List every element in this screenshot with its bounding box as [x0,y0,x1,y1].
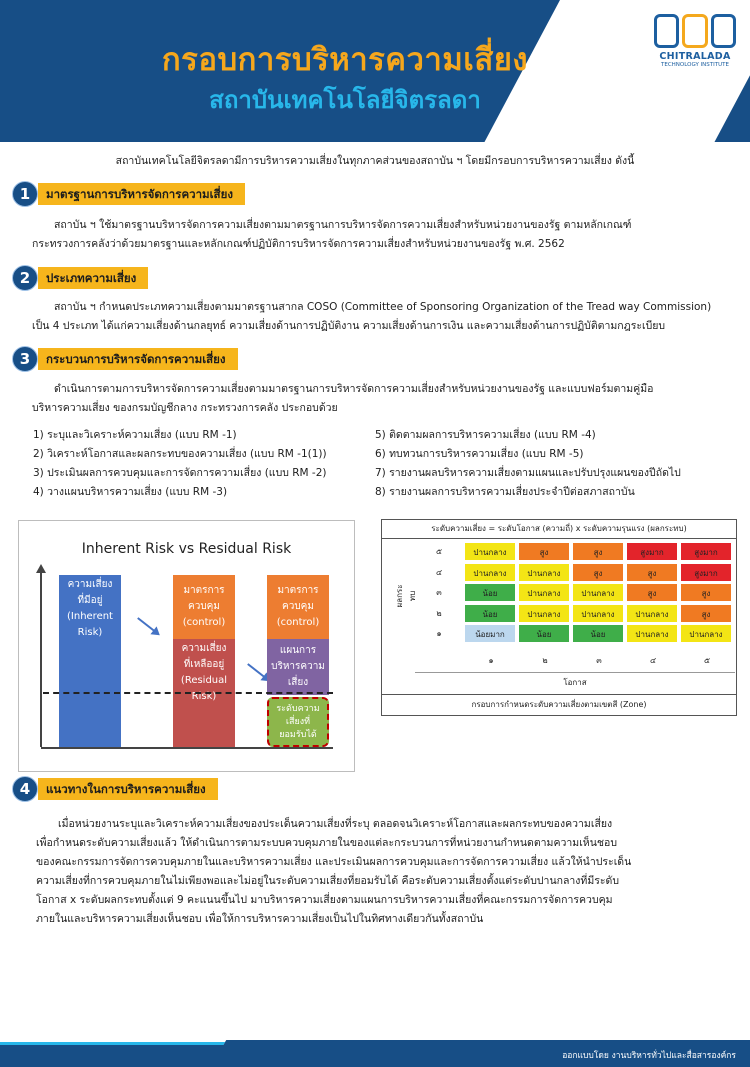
matrix-col-label: ๕ [703,656,711,665]
body-line: เป็น 4 ประเภท ได้แก่ความเสี่ยงด้านกลยุทธ์ ความเสี่ยงด้านการปฏิบัติงาน ความเสี่ยงด้านการเงิน และความเสี่ยงด้านการปฏิบัติตามกฎระเบียบ [32,320,666,332]
matrix-cell: ปานกลาง [464,542,516,561]
block-line: มาตรการ [183,585,225,596]
matrix-row-label: ๒ [436,608,442,618]
section-title: แนวทางในการบริหารความเสี่ยง [38,778,218,800]
block-line: Risk) [191,691,217,702]
x-axis [41,747,333,749]
section-2-body [32,298,728,336]
matrix-cell: สูง [572,542,624,561]
matrix-cell: ปานกลาง [626,604,678,623]
diagram-title: Inherent Risk vs Residual Risk [81,541,292,557]
matrix-col-label: ๒ [542,656,548,665]
block-line: ความเสี่ยง [181,643,227,654]
section-title: กระบวนการบริหารจัดการความเสี่ยง [38,348,238,370]
body-line: สถาบัน ฯ กำหนดประเภทความเสี่ยงตามมาตรฐานสากล COSO (Committee of Sponsoring Organization of the Tread way Commission) [54,301,712,313]
block-line: ที่มีอยู่ [77,595,103,606]
process-step: 1) ระบุและวิเคราะห์ความเสี่ยง (แบบ RM -1) [33,429,237,441]
matrix-cell: ปานกลาง [626,624,678,643]
body-line: สถาบัน ฯ ใช้มาตรฐานบริหารจัดการความเสี่ยงตามมาตรฐานการบริหารจัดการความเสี่ยงสำหรับหน่วยงานของรัฐ ตามหลักเกณฑ์ [54,219,632,231]
matrix-cell: น้อย [572,624,624,643]
body-line: กระทรวงการคลังว่าด้วยมาตรฐานและหลักเกณฑ์ปฏิบัติการบริหารจัดการความเสี่ยงสำหรับหน่วยงานของรัฐ พ.ศ. 2562 [32,238,565,250]
section-title: มาตรฐานการบริหารจัดการความเสี่ยง [38,183,245,205]
body-line: โอกาส x ระดับผลกระทบตั้งแต่ 9 คะแนนขึ้นไป มาบริหารความเสี่ยงตามแผนการบริหารความเสี่ยงที่คณะกรรมการจัดการควบคุม [36,894,613,906]
block-line: ระดับความ [276,703,320,714]
steps-right-column [375,426,681,502]
block-line: บริหารความ [271,661,325,672]
inherent-risk-block [59,575,121,747]
process-step: 8) รายงานผลการบริหารความเสี่ยงประจำปีต่อสภาสถาบัน [375,486,635,498]
body-line: ภายในและบริหารความเสี่ยงเห็นชอบ เพื่อให้การบริหารความเสี่ยงเป็นไปในทิศทางเดียวกันทั้งสถาบัน [36,913,484,925]
arrow-icon [247,663,269,681]
footer-credit: ออกแบบโดย งานบริหารทั่วไปและสื่อสารองค์กร [562,1051,736,1061]
section-title: ประเภทความเสี่ยง [38,267,148,289]
matrix-col-label: ๔ [649,656,657,665]
inherent-residual-diagram [18,520,355,772]
block-line: (Inherent [67,611,113,622]
risk-matrix [381,519,737,716]
section-1-body [32,216,728,254]
matrix-cell: ปานกลาง [572,583,624,602]
section-number: 3 [12,346,38,372]
matrix-y-label: ผลกระทบ [395,584,417,608]
matrix-cell: สูงมาก [680,542,732,561]
steps-left-column [33,426,327,502]
matrix-cell: ปานกลาง [572,604,624,623]
section-3-body [32,380,728,418]
header-banner [0,0,750,142]
matrix-cell: น้อย [464,604,516,623]
process-step: 4) วางแผนบริหารความเสี่ยง (แบบ RM -3) [33,486,228,498]
matrix-cell: สูง [680,604,732,623]
block-line: เสี่ยงที่ [285,716,311,727]
matrix-cell: สูง [626,583,678,602]
process-step: 2) วิเคราะห์โอกาสและผลกระทบของความเสี่ยง (แบบ RM -1(1)) [33,448,327,460]
matrix-cell: ปานกลาง [518,604,570,623]
footer-bar [0,1040,750,1067]
control-block-1 [173,575,235,639]
page-title: กรอบการบริหารความเสี่ยง [161,42,529,78]
section-number: 4 [12,776,38,802]
body-line: เพื่อกำหนดระดับความเสี่ยงแล้ว ให้ดำเนินการตามระบบควบคุมภายในของแต่ละกระบวนการที่หน่วยงานกำหนดตามความเห็นชอบ [36,837,617,849]
matrix-col-label: ๓ [596,656,602,665]
block-line: ความเสี่ยง [67,579,113,590]
y-axis [40,571,42,747]
logo-mark-icon [654,14,736,48]
body-line: บริหารความเสี่ยง ของกรมบัญชีกลาง กระทรวงการคลัง ประกอบด้วย [32,402,338,414]
process-step: 3) ประเมินผลการควบคุมและการจัดการความเสี่ยง (แบบ RM -2) [33,467,327,479]
block-line: ยอมรับได้ [279,729,317,740]
block-line: (control) [276,617,320,628]
logo-name: CHITRALADA [659,51,731,62]
matrix-row-label: ๑ [436,629,442,639]
control-block-2 [267,575,329,639]
body-line: เมื่อหน่วยงานระบุและวิเคราะห์ความเสี่ยงของประเด็นความเสี่ยงที่ระบุ ตลอดจนวิเคราะห์โอกาสและผลกระทบของความเสี่ยง [58,818,613,830]
block-line: ที่เหลืออยู่ [183,659,225,670]
block-line: มาตรการ [277,585,319,596]
intro-text: สถาบันเทคโนโลยีจิตรลดามีการบริหารความเสี่ยงในทุกภาคส่วนของสถาบัน ฯ โดยมีกรอบการบริหารความเสี่ยง ดังนี้ [115,155,635,167]
page-subtitle: สถาบันเทคโนโลยีจิตรลดา [209,86,481,114]
body-line: ของคณะกรรมการจัดการควบคุมภายในและบริหารความเสี่ยง และประเมินผลการควบคุมและการจัดการความเสี่ยง แล้วให้นำประเด็น [36,856,632,868]
matrix-title: ระดับความเสี่ยง = ระดับโอกาส (ความถี่) x ระดับความรุนแรง (ผลกระทบ) [382,520,736,539]
matrix-cell: ปานกลาง [518,563,570,582]
risk-plan-block [267,639,329,695]
process-step: 6) ทบทวนการบริหารความเสี่ยง (แบบ RM -5) [375,448,584,460]
block-line: (Residual [180,675,228,686]
matrix-cell: ปานกลาง [680,624,732,643]
matrix-cell: ปานกลาง [518,583,570,602]
body-line: ความเสี่ยงที่การควบคุมภายในไม่เพียงพอและไม่อยู่ในระดับความเสี่ยงที่ยอมรับได้ คือระดับความเสี่ยงตั้งแต่ระดับปานกลางที่มีระดับ [36,875,620,887]
block-line: Risk) [77,627,103,638]
matrix-cell: น้อยมาก [464,624,516,643]
block-line: (control) [182,617,226,628]
acceptable-risk-block [267,697,329,747]
institute-logo [654,14,736,72]
matrix-cell: ปานกลาง [464,563,516,582]
process-step: 7) รายงานผลบริหารความเสี่ยงตามแผนและปรับปรุงแผนของปีถัดไป [375,467,681,479]
block-line: ควบคุม [188,601,220,612]
process-step: 5) ติดตามผลการบริหารความเสี่ยง (แบบ RM -4) [375,429,596,441]
matrix-cell: สูง [626,563,678,582]
section-number: 2 [12,265,38,291]
matrix-col-label: ๑ [488,656,494,665]
matrix-x-label: โอกาส [415,672,735,693]
matrix-cell: สูงมาก [680,563,732,582]
footer-accent [0,1022,237,1045]
body-line: ดำเนินการตามการบริหารจัดการความเสี่ยงตามมาตรฐานการบริหารจัดการความเสี่ยงสำหรับหน่วยงานของรัฐ และแบบฟอร์มตามคู่มือ [54,383,654,395]
arrow-icon [137,617,159,635]
matrix-cell: สูงมาก [626,542,678,561]
matrix-footer: กรอบการกำหนดระดับความเสี่ยงตามเขตสี (Zone) [382,694,736,715]
section-4-body [36,815,736,929]
logo-tagline: TECHNOLOGY INSTITUTE [661,62,729,68]
matrix-row-label: ๕ [435,547,443,556]
matrix-row-label: ๔ [435,567,443,577]
matrix-cell: น้อย [518,624,570,643]
block-line: แผนการ [279,645,317,656]
matrix-cell: สูง [518,542,570,561]
section-number: 1 [12,181,38,207]
matrix-cell: สูง [572,563,624,582]
matrix-cell: น้อย [464,583,516,602]
block-line: เสี่ยง [287,677,309,688]
matrix-cell: สูง [680,583,732,602]
block-line: ควบคุม [282,601,314,612]
acceptable-level-line [43,692,333,694]
matrix-row-label: ๓ [436,588,442,598]
